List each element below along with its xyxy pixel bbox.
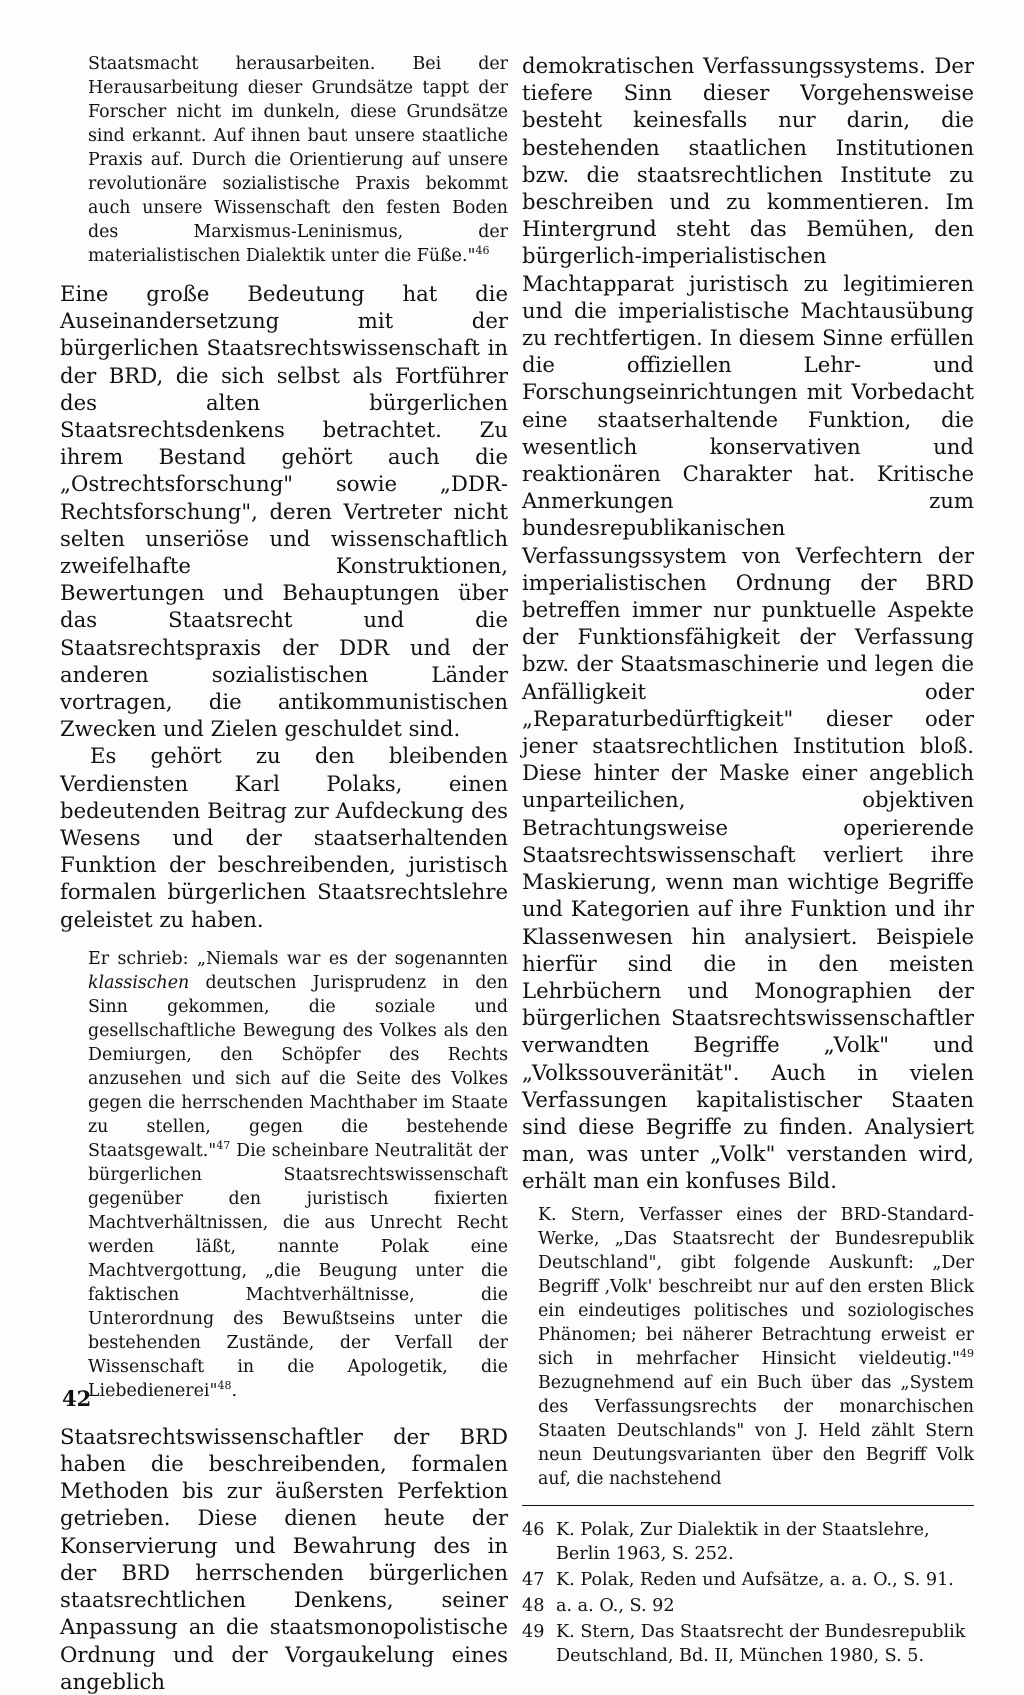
quote-text: K. Stern, Verfasser eines der BRD-Standard-Werke, „Das Staatsrecht der Bundesrepublik Deutschland", gibt folgende Auskunft: „Der Begriff ‚Volk' beschreibt nur auf den ersten Blick ein eindeutiges politisches und soziologisches Phänomen; bei näherer Betrachtung erweist er sich in mehrfacher Hinsicht vieldeutig." [538,1204,974,1369]
paragraph: Staatsrechtswissenschaftler der BRD haben die beschreibenden, formalen Methoden bis zur äußersten Perfektion getrieben. Diese dienen heute der Konservierung und Bewahrung des in der BRD herrschenden bürgerlichen staatsrechtlichen Denkens, seiner Anpassung an die staatsmonopolistische Ordnung und der Vorgaukelung eines angeblich [60,1423,508,1694]
footnotes [522,1518,974,1668]
footnote-ref[interactable]: 47 [216,1138,231,1152]
paragraph: Es gehört zu den bleibenden Verdiensten Karl Polaks, einen bedeutenden Beitrag zur Aufdeckung des Wesens und der staatserhaltenden Funktion der beschreibenden, juristisch formalen bürgerlichen Staatsrechtslehre geleistet zu haben. [60,743,508,932]
quote-emphasis: klassischen [88,972,190,993]
footnote-ref[interactable]: 49 [960,1346,974,1360]
footnote-number: 48 [522,1595,545,1616]
quote-text: deutschen Jurisprudenz in den Sinn gekommen, die soziale und gesellschaftliche Bewegung des Volkes als den Demiurgen, den Schöpfer des Rechts anzusehen und sich auf die Seite des Volkes gegen die herrschenden Machthaber im Staate zu stellen, gegen die bestehende Staatsgewalt." [88,972,508,1161]
block-quote-3 [538,1203,974,1491]
quote-text: . [231,1380,238,1401]
footnote-text: K. Stern, Das Staatsrecht der Bundesrepublik Deutschland, Bd. II, München 1980, S. 5. [556,1621,966,1666]
paragraph: Eine große Bedeutung hat die Auseinandersetzung mit der bürgerlichen Staatsrechtswissenschaft in der BRD, die sich selbst als Fortführer des alten bürgerlichen Staatsrechtsdenkens betrachtet. Zu ihrem Bestand gehört auch die „Ostrechtsforschung" sowie „DDR-Rechtsforschung", deren Vertreter nicht selten unseriöse und wissenschaftlich zweifelhafte Konstruktionen, Bewertungen und Behauptungen über das Staatsrecht und die Staatsrechtspraxis der DDR und der anderen sozialistischen Länder vortragen, die antikommunistischen Zwecken und Zielen geschuldet sind. [60,281,508,742]
footnote [522,1518,974,1566]
footnote-number: 46 [522,1519,545,1540]
footnote-ref[interactable]: 46 [475,244,490,257]
quote-text: Er schrieb: „Niemals war es der sogenannten [88,948,508,969]
footnote-number: 47 [522,1569,545,1590]
footnote [522,1620,974,1668]
footnote-text: a. a. O., S. 92 [556,1595,675,1616]
footnote-text: K. Polak, Reden und Aufsätze, a. a. O., S. 91. [556,1569,954,1590]
block-quote-1 [88,52,508,268]
footnote [522,1594,974,1618]
footnote [522,1568,974,1592]
quote-text: Bezugnehmend auf ein Buch über das „System des Verfassungsrechts der monarchischen Staaten Deutschlands" von J. Held zählt Stern neun Deutungsvarianten über den Begriff Volk auf, die nachstehend [538,1372,974,1489]
footnote-divider [522,1505,974,1506]
quote-text: Staatsmacht herausarbeiten. Bei der Herausarbeitung dieser Grundsätze tappt der Forscher nicht im dunkeln, diese Grundsätze sind erkannt. Auf ihnen baut unsere staatliche Praxis auf. Durch die Orientierung auf unsere revolutionäre sozialistische Praxis bekommt auch unsere Wissenschaft den festen Boden des Marxismus-Leninismus, der materialistischen Dialektik unter die Füße." [88,54,508,266]
quote-text: Die scheinbare Neutralität der bürgerlichen Staatsrechtswissenschaft gegenüber den juristisch fixierten Machtverhältnissen, die aus Unrecht Recht werden läßt, nannte Polak eine Machtvergottung, „die Beugung unter die faktischen Machtverhältnisse, die Unterordnung des Bewußtseins unter die bestehenden Zustände, der Verfall der Wissenschaft in die Apologetik, die Liebedienerei" [88,1140,508,1401]
footnote-ref[interactable]: 48 [217,1378,232,1392]
page-number: 42 [62,1386,92,1411]
left-column [60,52,508,1695]
footnote-text: K. Polak, Zur Dialektik in der Staatslehre, Berlin 1963, S. 252. [556,1519,930,1564]
footnote-number: 49 [522,1621,545,1642]
right-column [522,52,974,1670]
block-quote-2 [88,947,508,1403]
paragraph: demokratischen Verfassungssystems. Der tiefere Sinn dieser Vorgehensweise besteht keinesfalls nur darin, die bestehenden staatlichen Institutionen bzw. die staatsrechtlichen Institute zu beschreiben und zu kommentieren. Im Hintergrund steht das Bemühen, den bürgerlich-imperialistischen Machtapparat juristisch zu legitimieren und die imperialistische Machtausübung zu rechtfertigen. In diesem Sinne erfüllen die offiziellen Lehr- und Forschungseinrichtungen mit Vorbedacht eine staatserhaltende Funktion, die wesentlich konservativen und reaktionären Charakter hat. Kritische Anmerkungen zum bundesrepublikanischen Verfassungssystem von Verfechtern der imperialistischen Ordnung der BRD betreffen immer nur punktuelle Aspekte der Funktionsfähigkeit der Verfassung bzw. der Staatsmaschinerie und legen die Anfälligkeit oder „Reparaturbedürftigkeit" dieser oder jener staatsrechtlichen Institution bloß. Diese hinter der Maske einer angeblich unparteilichen, objektiven Betrachtungsweise operierende Staatsrechtswissenschaft verliert ihre Maskierung, wenn man wichtige Begriffe und Kategorien auf ihre Funktion und ihr Klassenwesen hin analysiert. Beispiele hierfür sind die in den meisten Lehrbüchern und Monographien der bürgerlichen Staatsrechtswissenschaftler verwandten Begriffe „Volk" und „Volkssouveränität". Auch in vielen Verfassungen kapitalistischer Staaten sind diese Begriffe zu finden. Analysiert man, was unter „Volk" verstanden wird, erhält man ein konfuses Bild. [522,53,974,1194]
